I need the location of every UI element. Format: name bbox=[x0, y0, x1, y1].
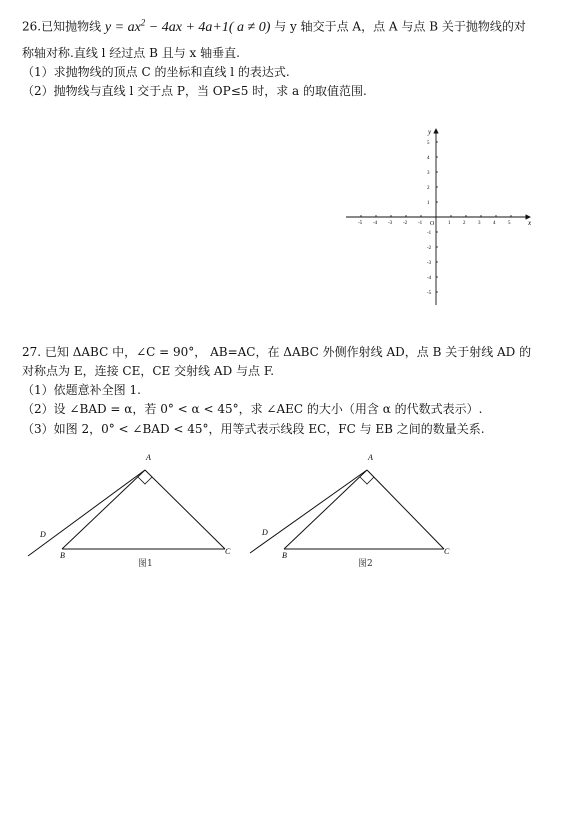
side-ac bbox=[367, 470, 444, 549]
figure-2 bbox=[244, 448, 464, 568]
y-tick-label: 2 bbox=[427, 186, 430, 191]
q26-part2: （2）抛物线与直线 l 交于点 P，当 OP≤5 时，求 a 的取值范围. bbox=[22, 84, 367, 98]
x-tick-label: 5 bbox=[508, 221, 511, 226]
vertex-a: A bbox=[146, 453, 151, 462]
x-tick-label: 4 bbox=[493, 221, 496, 226]
vertex-b: B bbox=[60, 551, 65, 560]
ray-ad bbox=[28, 470, 145, 556]
q26-part1: （1）求抛物线的顶点 C 的坐标和直线 l 的表达式. bbox=[22, 65, 290, 79]
q27-line1: 27. 已知 ΔABC 中，∠C = 90°， AB=AC，在 ΔABC 外侧作射线 AD，点 B 关于射线 AD 的 bbox=[22, 345, 532, 359]
y-tick-label: 1 bbox=[427, 201, 430, 206]
right-angle-mark bbox=[360, 477, 374, 484]
y-tick-label: 5 bbox=[427, 141, 430, 146]
q26-suffix: 与 y 轴交于点 A，点 A 与点 B 关于抛物线的对 bbox=[274, 19, 526, 34]
figure-2-caption: 图2 bbox=[358, 559, 373, 569]
vertex-b: B bbox=[282, 551, 287, 560]
q27-part1: （1）依题意补全图 1. bbox=[22, 383, 141, 397]
y-tick-label: -5 bbox=[427, 291, 432, 296]
x-tick-label: -2 bbox=[403, 221, 408, 226]
x-tick-label: -5 bbox=[358, 221, 363, 226]
x-tick-label: -1 bbox=[418, 221, 423, 226]
q26-prefix: 26.已知抛物线 bbox=[22, 19, 102, 34]
y-tick-label: 3 bbox=[427, 171, 430, 176]
vertex-c: C bbox=[444, 547, 450, 556]
right-angle-mark bbox=[138, 477, 152, 484]
figure-1-caption: 图1 bbox=[138, 559, 153, 569]
x-tick-label: 2 bbox=[463, 221, 466, 226]
y-tick-label: -3 bbox=[427, 261, 432, 266]
x-axis-label: x bbox=[528, 219, 532, 227]
y-tick-label: -2 bbox=[427, 246, 432, 251]
q27-line2: 对称点为 E，连接 CE，CE 交射线 AD 与点 F. bbox=[22, 364, 275, 378]
x-tick-label: 3 bbox=[478, 221, 481, 226]
y-tick-label: 4 bbox=[427, 156, 430, 161]
figure-1 bbox=[22, 448, 242, 568]
side-ac bbox=[145, 470, 225, 549]
point-d: D bbox=[262, 528, 268, 537]
q27-part2: （2）设 ∠BAD = α，若 0° < α < 45°，求 ∠AEC 的大小（用含 α 的代数式表示）. bbox=[22, 402, 483, 416]
x-tick-label: 1 bbox=[448, 221, 451, 226]
vertex-c: C bbox=[225, 547, 231, 556]
point-d: D bbox=[40, 530, 46, 539]
vertex-a: A bbox=[368, 453, 373, 462]
ray-ad bbox=[250, 470, 367, 553]
y-tick-label: -1 bbox=[427, 231, 432, 236]
q26-line1 bbox=[22, 14, 526, 36]
origin-label: O bbox=[430, 221, 435, 227]
side-ab bbox=[62, 470, 145, 549]
coordinate-axes bbox=[340, 125, 540, 310]
q27-part3: （3）如图 2，0° < ∠BAD < 45°，用等式表示线段 EC，FC 与 EB 之间的数量关系. bbox=[22, 422, 485, 436]
x-tick-label: -4 bbox=[373, 221, 378, 226]
side-ab bbox=[284, 470, 367, 549]
q26-line2: 称轴对称.直线 l 经过点 B 且与 x 轴垂直. bbox=[22, 46, 240, 60]
q26-formula: $y = ax^2 - 4ax + 4a+1$( a ≠ 0) bbox=[104, 17, 271, 35]
y-tick-label: -4 bbox=[427, 276, 432, 281]
y-axis-label: y bbox=[428, 128, 432, 136]
x-tick-label: -3 bbox=[388, 221, 393, 226]
